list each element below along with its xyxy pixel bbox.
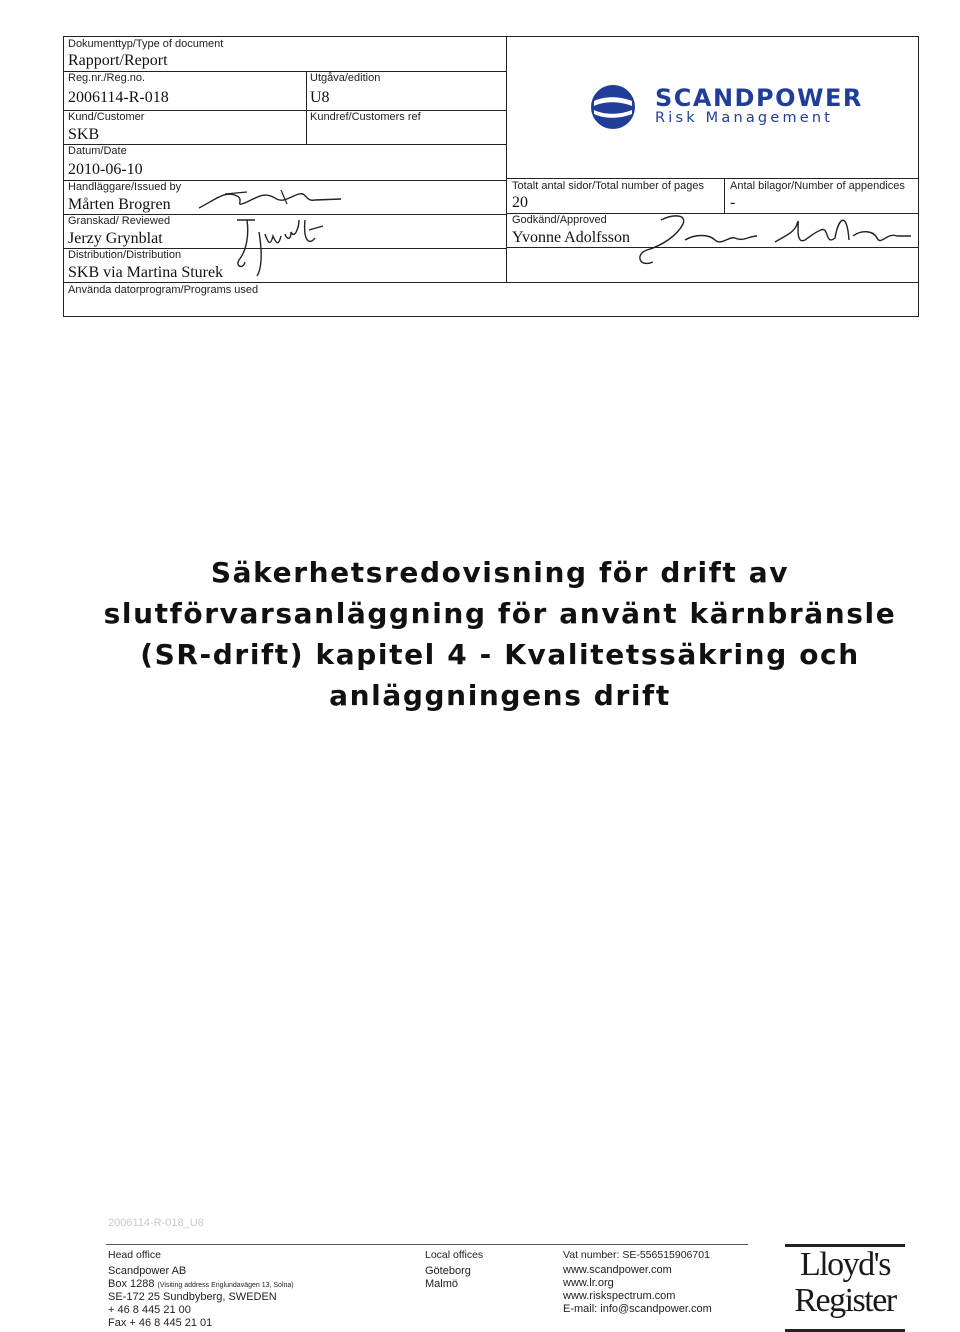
head-office-label: Head office [108,1249,161,1261]
vat-number: Vat number: SE-556515906701 [563,1249,710,1261]
signature-issued [195,186,345,214]
title-line: Säkerhetsredovisning för drift av [210,556,790,589]
footer-divider [106,1244,748,1245]
reviewed-label: Granskad/ Reviewed [68,215,171,227]
office-goteborg: Göteborg [425,1265,471,1277]
date-value: 2010-06-10 [68,161,143,178]
reviewed-value: Jerzy Grynblat [68,230,163,247]
signature-approved [625,206,915,278]
table-divider-middle [506,36,507,282]
visiting-address: (Visiting address Englundavägen 13, Solna) [157,1282,294,1289]
row-line [506,178,918,179]
local-offices-label: Local offices [425,1249,484,1261]
website-riskspectrum[interactable]: www.riskspectrum.com [563,1290,676,1302]
programs-label: Använda datorprogram/Programs used [68,284,259,296]
table-border-bottom [63,316,919,317]
issued-value: Mårten Brogren [68,196,171,213]
lloyds-register-logo [785,1244,905,1332]
document-id: 2006114-R-018_U8 [108,1217,204,1229]
title-line: anläggningens drift [329,679,671,712]
doctype-value: Rapport/Report [68,52,168,69]
signature-reviewed [225,216,335,280]
approved-value: Yvonne Adolfsson [512,229,630,246]
doctype-label: Dokumenttyp/Type of document [68,38,224,50]
customer-label: Kund/Customer [68,111,145,123]
logo-tagline: Risk Management [655,110,834,126]
box-address: Box 1288 [108,1278,155,1290]
title-line: (SR-drift) kapitel 4 - Kvalitetssäkring och [140,638,860,671]
date-label: Datum/Date [68,145,127,157]
lr-line1: Lloyd's [799,1246,891,1283]
table-border-right [918,36,919,316]
col-line [306,71,307,144]
appendices-label: Antal bilagor/Number of appendices [730,180,905,192]
city: SE-172 25 Sundbyberg, SWEDEN [108,1291,277,1303]
scandpower-globe-icon [590,84,636,130]
website-scandpower[interactable]: www.scandpower.com [563,1264,672,1276]
email[interactable]: E-mail: info@scandpower.com [563,1303,712,1315]
table-border-top [63,36,919,37]
document-title [60,552,940,716]
postal-address [108,1278,294,1292]
regnr-value: 2006114-R-018 [68,89,169,106]
pages-value: 20 [512,194,528,211]
distribution-label: Distribution/Distribution [68,249,182,261]
pages-label: Totalt antal sidor/Total number of pages [512,180,705,192]
logo-name: SCANDPOWER [655,84,863,112]
regnr-label: Reg.nr./Reg.no. [68,72,146,84]
approved-label: Godkänd/Approved [512,214,607,226]
title-line: slutförvarsanläggning för använt kärnbränsle [103,597,897,630]
edition-value: U8 [310,89,330,106]
company-name: Scandpower AB [108,1265,187,1277]
row-line [63,144,506,145]
edition-label: Utgåva/edition [310,72,381,84]
customer-ref-label: Kundref/Customers ref [310,111,421,123]
office-malmo: Malmö [425,1278,459,1290]
distribution-value: SKB via Martina Sturek [68,264,224,281]
phone: + 46 8 445 21 00 [108,1304,191,1316]
issued-label: Handläggare/Issued by [68,181,182,193]
fax: Fax + 46 8 445 21 01 [108,1317,213,1329]
lr-line2: Register [794,1282,896,1319]
website-lr[interactable]: www.lr.org [563,1277,614,1289]
customer-value: SKB [68,126,100,143]
appendices-value: - [730,194,736,211]
row-line [63,282,919,283]
table-border-left [63,36,64,316]
